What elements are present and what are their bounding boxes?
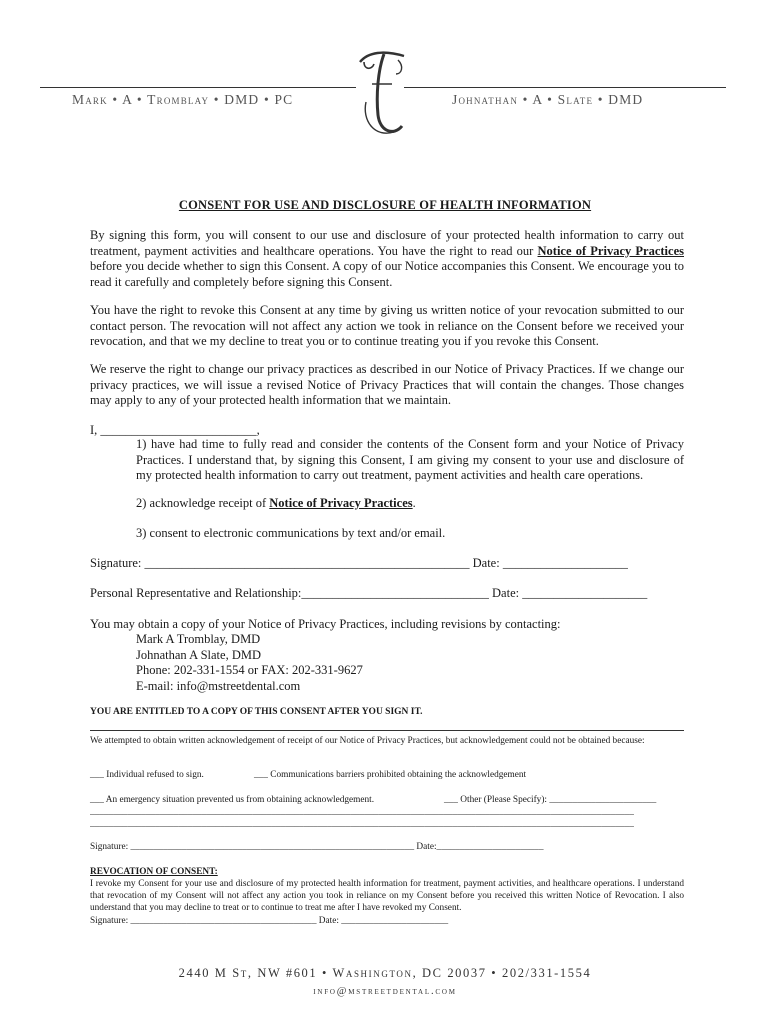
revocation-title: REVOCATION OF CONSENT: [90, 867, 218, 877]
acknowledgement-item-1: 1) have had time to fully read and consider the contents of the Consent form and your Notice of Privacy Practices. I understand that, by signing this Consent, I am giving my consent to your use and disclosure of my protected health information to carry out treatment, payment activities and health care operations. [136, 437, 684, 482]
footer-address: 2440 M St, NW #601 • Washington, DC 20037 • 202/331-1554 [178, 966, 592, 980]
option-refused[interactable]: ___ Individual refused to sign. [90, 770, 204, 780]
option-communication-barrier[interactable]: ___ Communications barriers prohibited obtaining the acknowledgement [254, 770, 527, 780]
letterhead-left-name: Mark • A • Tromblay • DMD • PC [72, 92, 294, 107]
section-divider [90, 730, 684, 731]
item-text: 2) acknowledge receipt of [136, 496, 270, 510]
document-title: CONSENT FOR USE AND DISCLOSURE OF HEALTH INFORMATION [178, 198, 592, 212]
consent-paragraph-2: You have the right to revoke this Consent at any time by giving us written notice of your revocation submitted to our contact person. The revocation will not affect any action we took in reliance on the Consent before we received your revocation, and that we my decline to treat you or to continue treating you if you revoke this Consent. [90, 303, 684, 348]
patient-name-line[interactable]: I, _________________________, [90, 423, 260, 437]
representative-line[interactable]: Personal Representative and Relationship:______________________________ Date: ____________________ [90, 586, 648, 600]
paragraph-text: By signing this form, you will consent to our use and disclosure of your protected health information to carry out treatment, payment activities and healthcare operations. You have the right to read our [90, 228, 684, 258]
acknowledgement-item-2 [136, 496, 416, 511]
contact-intro: You may obtain a copy of your Notice of Privacy Practices, including revisions by contacting: [90, 617, 561, 631]
monogram-logo [354, 40, 410, 142]
patient-signature-line[interactable]: Signature: ____________________________________________________ Date: ____________________ [90, 556, 628, 570]
option-other[interactable]: ___ Other (Please Specify): _______________________ [444, 795, 657, 805]
contact-phone: Phone: 202-331-1554 or FAX: 202-331-9627 [136, 663, 363, 677]
contact-block [136, 632, 363, 694]
consent-paragraph-3: We reserve the right to change our privacy practices as described in our Notice of Privacy Practices. If we change our privacy practices, we will issue a revised Notice of Privacy Practices that will contain the changes. Those changes may apply to any of your protected health information that we maintain. [90, 362, 684, 407]
contact-name-1: Mark A Tromblay, DMD [136, 632, 261, 646]
consent-paragraph-1 [90, 228, 684, 290]
revocation-text: I revoke my Consent for your use and disclosure of my protected health information for treatment, payment activities, and healthcare operations. I understand that revocation of my Consent will not affect any action you took in reliance on my Consent before you received this written Notice of Revocation. I also understand that you may decline to treat or to continue to treat me after I have revoked my Consent. [90, 879, 684, 913]
footer-email: info@mstreetdental.com [313, 986, 457, 997]
contact-email: E-mail: info@mstreetdental.com [136, 678, 301, 693]
revocation-signature-line[interactable]: Signature: ________________________________________ Date: _______________________ [90, 916, 449, 926]
contact-name-2: Johnathan A Slate, DMD [136, 647, 261, 662]
staff-signature-line[interactable]: Signature: _____________________________________________________________ Date:_______________________ [90, 842, 544, 852]
letterhead-rule-right [404, 87, 726, 88]
privacy-notice-link: Notice of Privacy Practices [537, 243, 684, 258]
blank-line-1[interactable]: _____________________________________________________________________________________________________________________ [90, 807, 634, 817]
item-text: . [412, 496, 416, 510]
option-emergency[interactable]: ___ An emergency situation prevented us from obtaining acknowledgement. [90, 795, 375, 805]
letterhead-right-name: Johnathan • A • Slate • DMD [452, 92, 644, 107]
attempt-paragraph: We attempted to obtain written acknowledgement of receipt of our Notice of Privacy Practices, but acknowledgement could not be obtained because: [90, 736, 645, 746]
privacy-notice-link-2: Notice of Privacy Practices [269, 496, 413, 510]
paragraph-text: before you decide whether to sign this Consent. A copy of our Notice accompanies this Consent. We encourage you to read it carefully and completely before signing this Consent. [90, 259, 684, 289]
acknowledgement-item-3: 3) consent to electronic communications by text and/or email. [136, 526, 446, 540]
blank-line-2[interactable]: _____________________________________________________________________________________________________________________ [90, 819, 634, 829]
letterhead-rule-left [40, 87, 356, 88]
entitled-notice: YOU ARE ENTITLED TO A COPY OF THIS CONSENT AFTER YOU SIGN IT. [90, 707, 423, 717]
